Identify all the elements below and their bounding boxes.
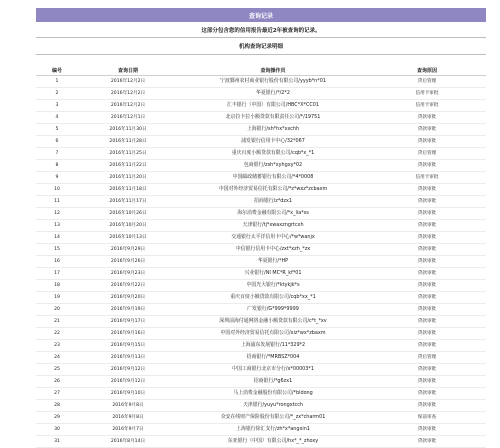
cell-reason: 贷款审批 bbox=[368, 220, 486, 232]
cell-reason: 保前审查 bbox=[368, 412, 486, 424]
cell-index: 31 bbox=[36, 436, 78, 448]
cell-index: 11 bbox=[36, 196, 78, 208]
cell-date: 2016年10月13日 bbox=[78, 232, 178, 244]
cell-reason: 贷款审批 bbox=[368, 280, 486, 292]
table-row bbox=[36, 196, 486, 208]
cell-reason: 贷款审批 bbox=[368, 184, 486, 196]
table-row bbox=[36, 268, 486, 280]
cell-date: 2016年9月8日 bbox=[78, 412, 178, 424]
table-row bbox=[36, 412, 486, 424]
cell-date: 2016年9月23日 bbox=[78, 268, 178, 280]
cell-operator: 众安在线财产保险股份有限公司/*_zx*charm01 bbox=[178, 412, 368, 424]
cell-index: 20 bbox=[36, 304, 78, 316]
summary-note: 这部分包含您的信用报告最近2年被查询的记录。 bbox=[201, 28, 321, 34]
cell-reason: 贷款审批 bbox=[368, 244, 486, 256]
cell-operator: 交通银行太平洋信用卡中心/*w*wanjx bbox=[178, 232, 368, 244]
cell-date: 2016年9月22日 bbox=[78, 280, 178, 292]
table-row bbox=[36, 400, 486, 412]
cell-operator: 华夏银行/*/2*2 bbox=[178, 88, 368, 100]
header-reason: 查询原因 bbox=[368, 66, 486, 76]
cell-reason: 贷款审批 bbox=[368, 112, 486, 124]
cell-index: 25 bbox=[36, 364, 78, 376]
cell-operator: 马上消费金融股份有限公司/*bldong bbox=[178, 388, 368, 400]
cell-reason: 贷款审批 bbox=[368, 316, 486, 328]
cell-index: 2 bbox=[36, 88, 78, 100]
header-operator: 查询操作员 bbox=[178, 66, 368, 76]
cell-operator: 北京拉卡拉小额贷款有限责任公司/*/19751 bbox=[178, 112, 368, 124]
cell-operator: 深圳前海付通网络金融小额贷款有限公司/c*t_*xv bbox=[178, 316, 368, 328]
cell-date: 2016年9月7日 bbox=[78, 424, 178, 436]
cell-date: 2016年10月20日 bbox=[78, 220, 178, 232]
cell-date: 2016年12月2日 bbox=[78, 88, 178, 100]
cell-reason: 贷后管理 bbox=[368, 352, 486, 364]
cell-reason: 贷款审批 bbox=[368, 268, 486, 280]
cell-operator: 招商银行/z*dzx1 bbox=[178, 196, 368, 208]
table-row bbox=[36, 172, 486, 184]
section-title: 机构查询记录明细 bbox=[238, 44, 283, 50]
cell-reason: 贷款审批 bbox=[368, 400, 486, 412]
cell-operator: 广发银行/G*999*9999 bbox=[178, 304, 368, 316]
banner-title: 查询记录 bbox=[248, 12, 273, 20]
cell-index: 15 bbox=[36, 244, 78, 256]
cell-date: 2016年9月12日 bbox=[78, 364, 178, 376]
table-row bbox=[36, 208, 486, 220]
cell-operator: 中国光大银行/*ktykjk*s bbox=[178, 280, 368, 292]
cell-index: 21 bbox=[36, 316, 78, 328]
table-row bbox=[36, 88, 486, 100]
table-header-row bbox=[36, 66, 486, 76]
cell-index: 28 bbox=[36, 400, 78, 412]
cell-date: 2016年8月14日 bbox=[78, 436, 178, 448]
cell-date: 2016年9月10日 bbox=[78, 388, 178, 400]
header-index: 编号 bbox=[36, 66, 78, 76]
cell-date: 2016年9月26日 bbox=[78, 256, 178, 268]
cell-operator: 上海浦东发展银行/11*329*2 bbox=[178, 340, 368, 352]
cell-index: 10 bbox=[36, 184, 78, 196]
table-row bbox=[36, 256, 486, 268]
table-row bbox=[36, 424, 486, 436]
table-row bbox=[36, 292, 486, 304]
table-row bbox=[36, 220, 486, 232]
cell-index: 17 bbox=[36, 268, 78, 280]
cell-operator: 招商银行/*MRBSZ*004 bbox=[178, 352, 368, 364]
cell-operator: 天津银行/tj*xwaxzngrtcxh bbox=[178, 220, 368, 232]
section-banner bbox=[36, 8, 486, 22]
cell-date: 2016年9月17日 bbox=[78, 316, 178, 328]
cell-operator: 中国邮政储蓄银行有限公司/*4*0008 bbox=[178, 172, 368, 184]
cell-index: 5 bbox=[36, 124, 78, 136]
cell-date: 2016年9月15日 bbox=[78, 340, 178, 352]
cell-date: 2016年11月28日 bbox=[78, 136, 178, 148]
table-row bbox=[36, 376, 486, 388]
table-row bbox=[36, 436, 486, 448]
cell-reason: 贷款审批 bbox=[368, 160, 486, 172]
table-row bbox=[36, 316, 486, 328]
cell-date: 2016年11月20日 bbox=[78, 172, 178, 184]
cell-index: 9 bbox=[36, 172, 78, 184]
query-records-table bbox=[36, 66, 486, 448]
table-row bbox=[36, 148, 486, 160]
cell-operator: 重庆百度小额贷款有限公司/cqb*xx_*1 bbox=[178, 292, 368, 304]
cell-index: 30 bbox=[36, 424, 78, 436]
cell-date: 2016年11月22日 bbox=[78, 160, 178, 172]
divider bbox=[36, 37, 486, 38]
table-row bbox=[36, 100, 486, 112]
cell-operator: 上海银行徐汇支行/zh*x*angxin1 bbox=[178, 424, 368, 436]
cell-reason: 贷款审批 bbox=[368, 424, 486, 436]
cell-date: 2016年10月26日 bbox=[78, 208, 178, 220]
cell-reason: 贷款审批 bbox=[368, 376, 486, 388]
cell-operator: 汇丰银行（中国）有限公司/HBC*X*CC01 bbox=[178, 100, 368, 112]
cell-reason: 信用卡审批 bbox=[368, 172, 486, 184]
table-row bbox=[36, 388, 486, 400]
cell-date: 2016年9月8日 bbox=[78, 400, 178, 412]
cell-operator: 天津银行/yuyu*rongxtcch bbox=[178, 400, 368, 412]
cell-operator: 中国对外经济贸易信托有限公司/*z*wxz*zcbaxm bbox=[178, 184, 368, 196]
cell-index: 13 bbox=[36, 220, 78, 232]
cell-date: 2016年9月20日 bbox=[78, 292, 178, 304]
cell-date: 2016年9月19日 bbox=[78, 304, 178, 316]
cell-operator: 浦发银行信用卡中心/32*067 bbox=[178, 136, 368, 148]
cell-reason: 贷后管理 bbox=[368, 76, 486, 88]
table-row bbox=[36, 304, 486, 316]
cell-index: 22 bbox=[36, 328, 78, 340]
table-row bbox=[36, 352, 486, 364]
table-row bbox=[36, 160, 486, 172]
cell-date: 2016年12月1日 bbox=[78, 112, 178, 124]
cell-index: 14 bbox=[36, 232, 78, 244]
table-row bbox=[36, 340, 486, 352]
table-row bbox=[36, 124, 486, 136]
cell-date: 2016年11月17日 bbox=[78, 196, 178, 208]
cell-operator: 重庆百度小额贷款有限公司/cqb*x_*1 bbox=[178, 148, 368, 160]
cell-reason: 信用卡审批 bbox=[368, 100, 486, 112]
cell-index: 18 bbox=[36, 280, 78, 292]
cell-index: 12 bbox=[36, 208, 78, 220]
cell-reason: 贷款审批 bbox=[368, 196, 486, 208]
cell-operator: 中国对外经济贸易信托有限公司/xiz*wx*zbaxm bbox=[178, 328, 368, 340]
cell-reason: 贷后管理 bbox=[368, 148, 486, 160]
cell-date: 2016年11月18日 bbox=[78, 184, 178, 196]
cell-date: 2016年9月13日 bbox=[78, 352, 178, 364]
cell-operator: 兴业银行/NI MC*R_kf*01 bbox=[178, 268, 368, 280]
cell-operator: 中信银行信用卡中心/zxt*xzh_*zx bbox=[178, 244, 368, 256]
cell-index: 23 bbox=[36, 340, 78, 352]
cell-index: 6 bbox=[36, 136, 78, 148]
cell-reason: 贷款审批 bbox=[368, 232, 486, 244]
table-row bbox=[36, 280, 486, 292]
cell-index: 8 bbox=[36, 160, 78, 172]
cell-date: 2016年9月29日 bbox=[78, 244, 178, 256]
divider bbox=[36, 54, 486, 55]
table-row bbox=[36, 328, 486, 340]
cell-index: 4 bbox=[36, 112, 78, 124]
cell-reason: 信用卡审批 bbox=[368, 88, 486, 100]
cell-operator: 海尔消费金融有限公司/*x_lia*ss bbox=[178, 208, 368, 220]
cell-reason: 贷款审批 bbox=[368, 436, 486, 448]
cell-reason: 贷款审批 bbox=[368, 364, 486, 376]
table-row bbox=[36, 232, 486, 244]
cell-date: 2016年12月2日 bbox=[78, 100, 178, 112]
cell-operator: 招商银行/*g6zx1 bbox=[178, 376, 368, 388]
table-row bbox=[36, 112, 486, 124]
cell-reason: 贷款审批 bbox=[368, 328, 486, 340]
table-row bbox=[36, 364, 486, 376]
cell-reason: 贷款审批 bbox=[368, 388, 486, 400]
cell-index: 19 bbox=[36, 292, 78, 304]
cell-reason: 贷款审批 bbox=[368, 304, 486, 316]
table-row bbox=[36, 76, 486, 88]
cell-index: 24 bbox=[36, 352, 78, 364]
cell-date: 2016年11月25日 bbox=[78, 148, 178, 160]
cell-operator: 上海银行/sh*hx*xxchh bbox=[178, 124, 368, 136]
header-date: 查询日期 bbox=[78, 66, 178, 76]
cell-index: 1 bbox=[36, 76, 78, 88]
cell-operator: 东亚银行（中国）有限公司/hx*_*_zhoxy bbox=[178, 436, 368, 448]
cell-operator: 华夏银行/*HP bbox=[178, 256, 368, 268]
cell-reason: 贷款审批 bbox=[368, 124, 486, 136]
cell-reason: 贷款审批 bbox=[368, 256, 486, 268]
table-row bbox=[36, 244, 486, 256]
cell-date: 2016年11月30日 bbox=[78, 124, 178, 136]
table-row bbox=[36, 136, 486, 148]
cell-date: 2016年9月12日 bbox=[78, 376, 178, 388]
table-row bbox=[36, 184, 486, 196]
cell-reason: 贷款审批 bbox=[368, 136, 486, 148]
cell-reason: 贷款审批 bbox=[368, 292, 486, 304]
cell-index: 16 bbox=[36, 256, 78, 268]
cell-operator: 中国工商银行北京市分行/x*00003*1 bbox=[178, 364, 368, 376]
cell-index: 27 bbox=[36, 388, 78, 400]
cell-reason: 贷款审批 bbox=[368, 340, 486, 352]
cell-date: 2016年9月16日 bbox=[78, 328, 178, 340]
cell-reason: 贷款审批 bbox=[368, 208, 486, 220]
cell-operator: 宁波鄞州农村商业银行股份有限公司/yyyb*n*01 bbox=[178, 76, 368, 88]
cell-index: 7 bbox=[36, 148, 78, 160]
cell-index: 3 bbox=[36, 100, 78, 112]
cell-operator: 包商银行/zsh*xyhgxy*02 bbox=[178, 160, 368, 172]
cell-date: 2016年12月2日 bbox=[78, 76, 178, 88]
cell-index: 26 bbox=[36, 376, 78, 388]
cell-index: 29 bbox=[36, 412, 78, 424]
